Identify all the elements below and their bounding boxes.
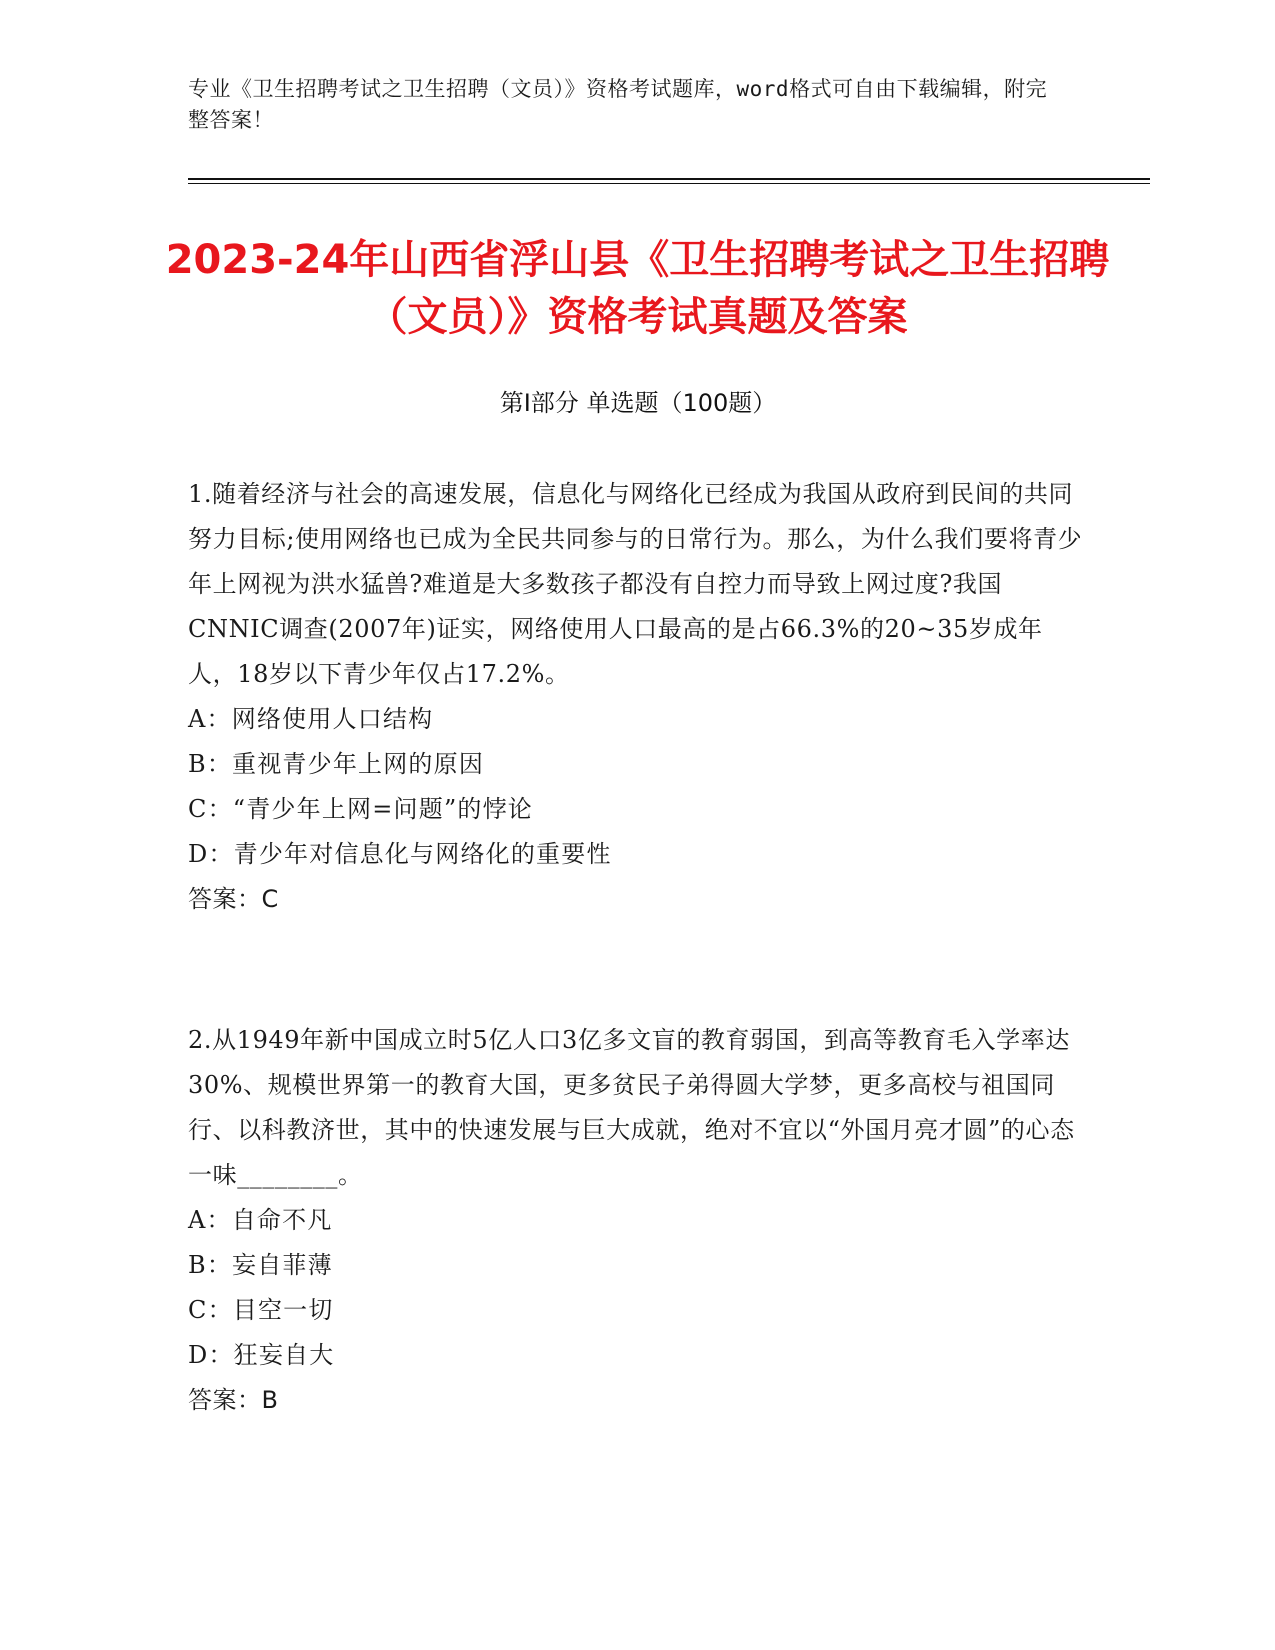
question-stem: 1.随着经济与社会的高速发展，信息化与网络化已经成为我国从政府到民间的共同努力目标;使用网络也已成为全民共同参与的日常行为。那么，为什么我们要将青少年上网视为洪水猛兽?难道是大多数孩子都没有自控力而导致上网过度?我国CNNIC调查(2007年)证实，网络使用人口最高的是占66.3%的20~35岁成年人，18岁以下青少年仅占17.2%。 xyxy=(188,480,1083,688)
option-c: C：目空一切 xyxy=(188,1296,334,1324)
header-note: 专业《卫生招聘考试之卫生招聘（文员）》资格考试题库，word格式可自由下载编辑，附完整答案！ xyxy=(188,77,1048,132)
option-c: C：“青少年上网=问题”的悖论 xyxy=(188,795,534,823)
question-stem: 2.从1949年新中国成立时5亿人口3亿多文盲的教育弱国，到高等教育毛入学率达30%、规模世界第一的教育大国，更多贫民子弟得圆大学梦，更多高校与祖国同行、以科教济世，其中的快速发展与巨大成就，绝对不宜以“外国月亮才圆”的心态一味________。 xyxy=(188,1026,1075,1189)
document-title: 2023-24年山西省浮山县《卫生招聘考试之卫生招聘（文员）》资格考试真题及答案 xyxy=(165,237,1110,340)
option-a: A：自命不凡 xyxy=(188,1206,333,1234)
option-b: B：重视青少年上网的原因 xyxy=(188,750,485,778)
answer: 答案：B xyxy=(188,1386,279,1414)
question-2 xyxy=(188,1018,1088,1423)
option-d: D：狂妄自大 xyxy=(188,1341,335,1369)
answer: 答案：C xyxy=(188,885,279,913)
section-heading: 第Ⅰ部分 单选题（100题） xyxy=(499,389,777,417)
option-a: A：网络使用人口结构 xyxy=(188,705,434,733)
option-b: B：妄自菲薄 xyxy=(188,1251,333,1279)
question-1 xyxy=(188,472,1088,922)
header-rule-thick xyxy=(188,178,1150,180)
option-d: D：青少年对信息化与网络化的重要性 xyxy=(188,840,612,868)
header-rule-thin xyxy=(188,183,1150,184)
